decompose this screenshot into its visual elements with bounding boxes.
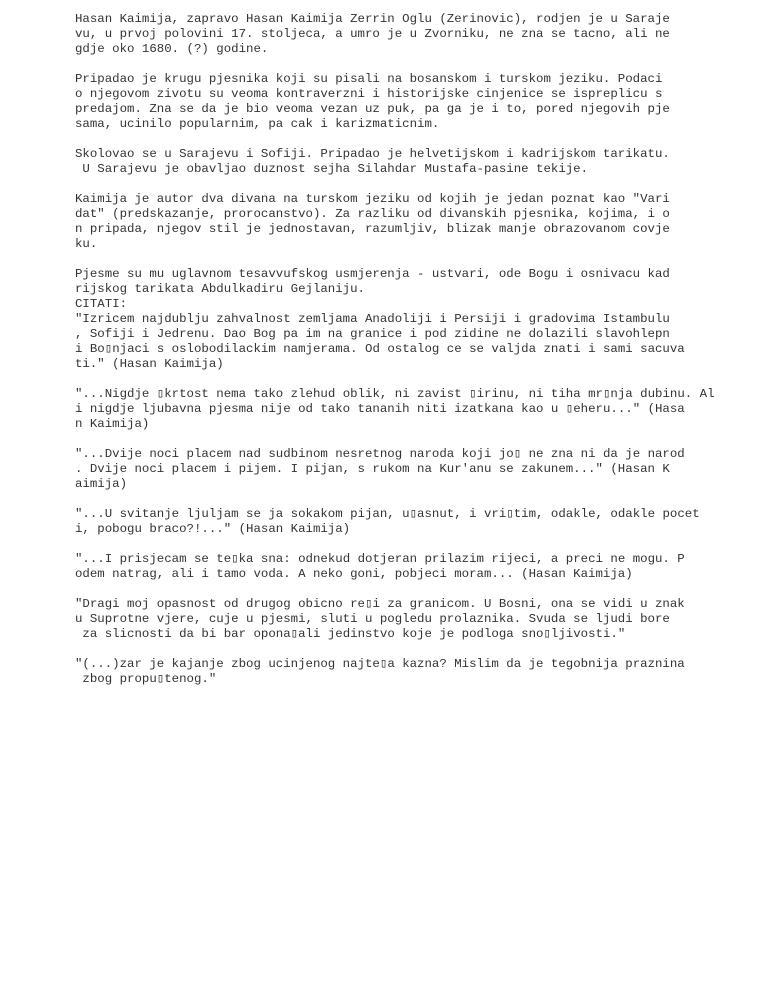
- document-text: Hasan Kaimija, zapravo Hasan Kaimija Zerrin Oglu (Zerinovic), rodjen je u Saraje vu, u prvoj polovini 17. stoljeca, a umro je u Zvorniku, ne zna se tacno, ali ne gdje oko 1680. (?) godine. Pripadao je krugu pjesnika koji su pisali na bosanskom i turskom jeziku. Podaci o njegovom zivotu su veoma kontraverzni i historijske cinjenice se ispreplicu s predajom. Zna se da je bio veoma vezan uz puk, pa ga je i to, pored njegovih pje sama, ucinilo popularnim, pa cak i karizmaticnim. Skolovao se u Sarajevu i Sofiji. Pripadao je helvetijskom i kadrijskom tarikatu. U Sarajevu je obavljao duznost sejha Silahdar Mustafa-pasine tekije. Kaimija je autor dva divana na turskom jeziku od kojih je jedan poznat kao "Vari dat" (predskazanje, prorocanstvo). Za razliku od divanskih pjesnika, kojima, i o n pripada, njegov stil je jednostavan, razumljiv, blizak manje obrazovanom covje ku. Pjesme su mu uglavnom tesavvufskog usmjerenja - ustvari, ode Bogu i osnivacu kad rijskog tarikata Abdulkadiru Gejlaniju. CITATI: "Izricem najdublju zahvalnost zemljama Anadoliji i Persiji i gradovima Istambulu , Sofiji i Jedrenu. Dao Bog pa im na granice i pod zidine ne dolazili slavohlepn i Bo▯njaci s oslobodilackim namjerama. Od ostalog ce se valjda znati i sami sacuva ti." (Hasan Kaimija) "...Nigdje ▯krtost nema tako zlehud oblik, ni zavist ▯irinu, ni tiha mr▯nja dubinu. Al i nigdje ljubavna pjesma nije od tako tananih niti izatkana kao u ▯eheru..." (Hasa n Kaimija) "...Dvije noci placem nad sudbinom nesretnog naroda koji jo▯ ne zna ni da je narod . Dvije noci placem i pijem. I pijan, s rukom na Kur'anu se zakunem..." (Hasan K aimija) "...U svitanje ljuljam se ja sokakom pijan, u▯asnut, i vri▯tim, odakle, odakle pocet i, pobogu braco?!..." (Hasan Kaimija) "...I prisjecam se te▯ka sna: odnekud dotjeran prilazim rijeci, a preci ne mogu. P odem natrag, ali i tamo voda. A neko goni, pobjeci moram... (Hasan Kaimija) "Dragi moj opasnost od drugog obicno re▯i za granicom. U Bosni, ona se vidi u znak u Suprotne vjere, cuje u pjesmi, sluti u pogledu prolaznika. Svuda se ljudi bore za slicnosti da bi bar opona▯ali jedinstvo koje je podloga sno▯ljivosti." "(...)zar je kajanje zbog ucinjenog najte▯a kazna? Mislim da je tegobnija praznina zbog propu▯tenog.": [75, 12, 715, 686]
